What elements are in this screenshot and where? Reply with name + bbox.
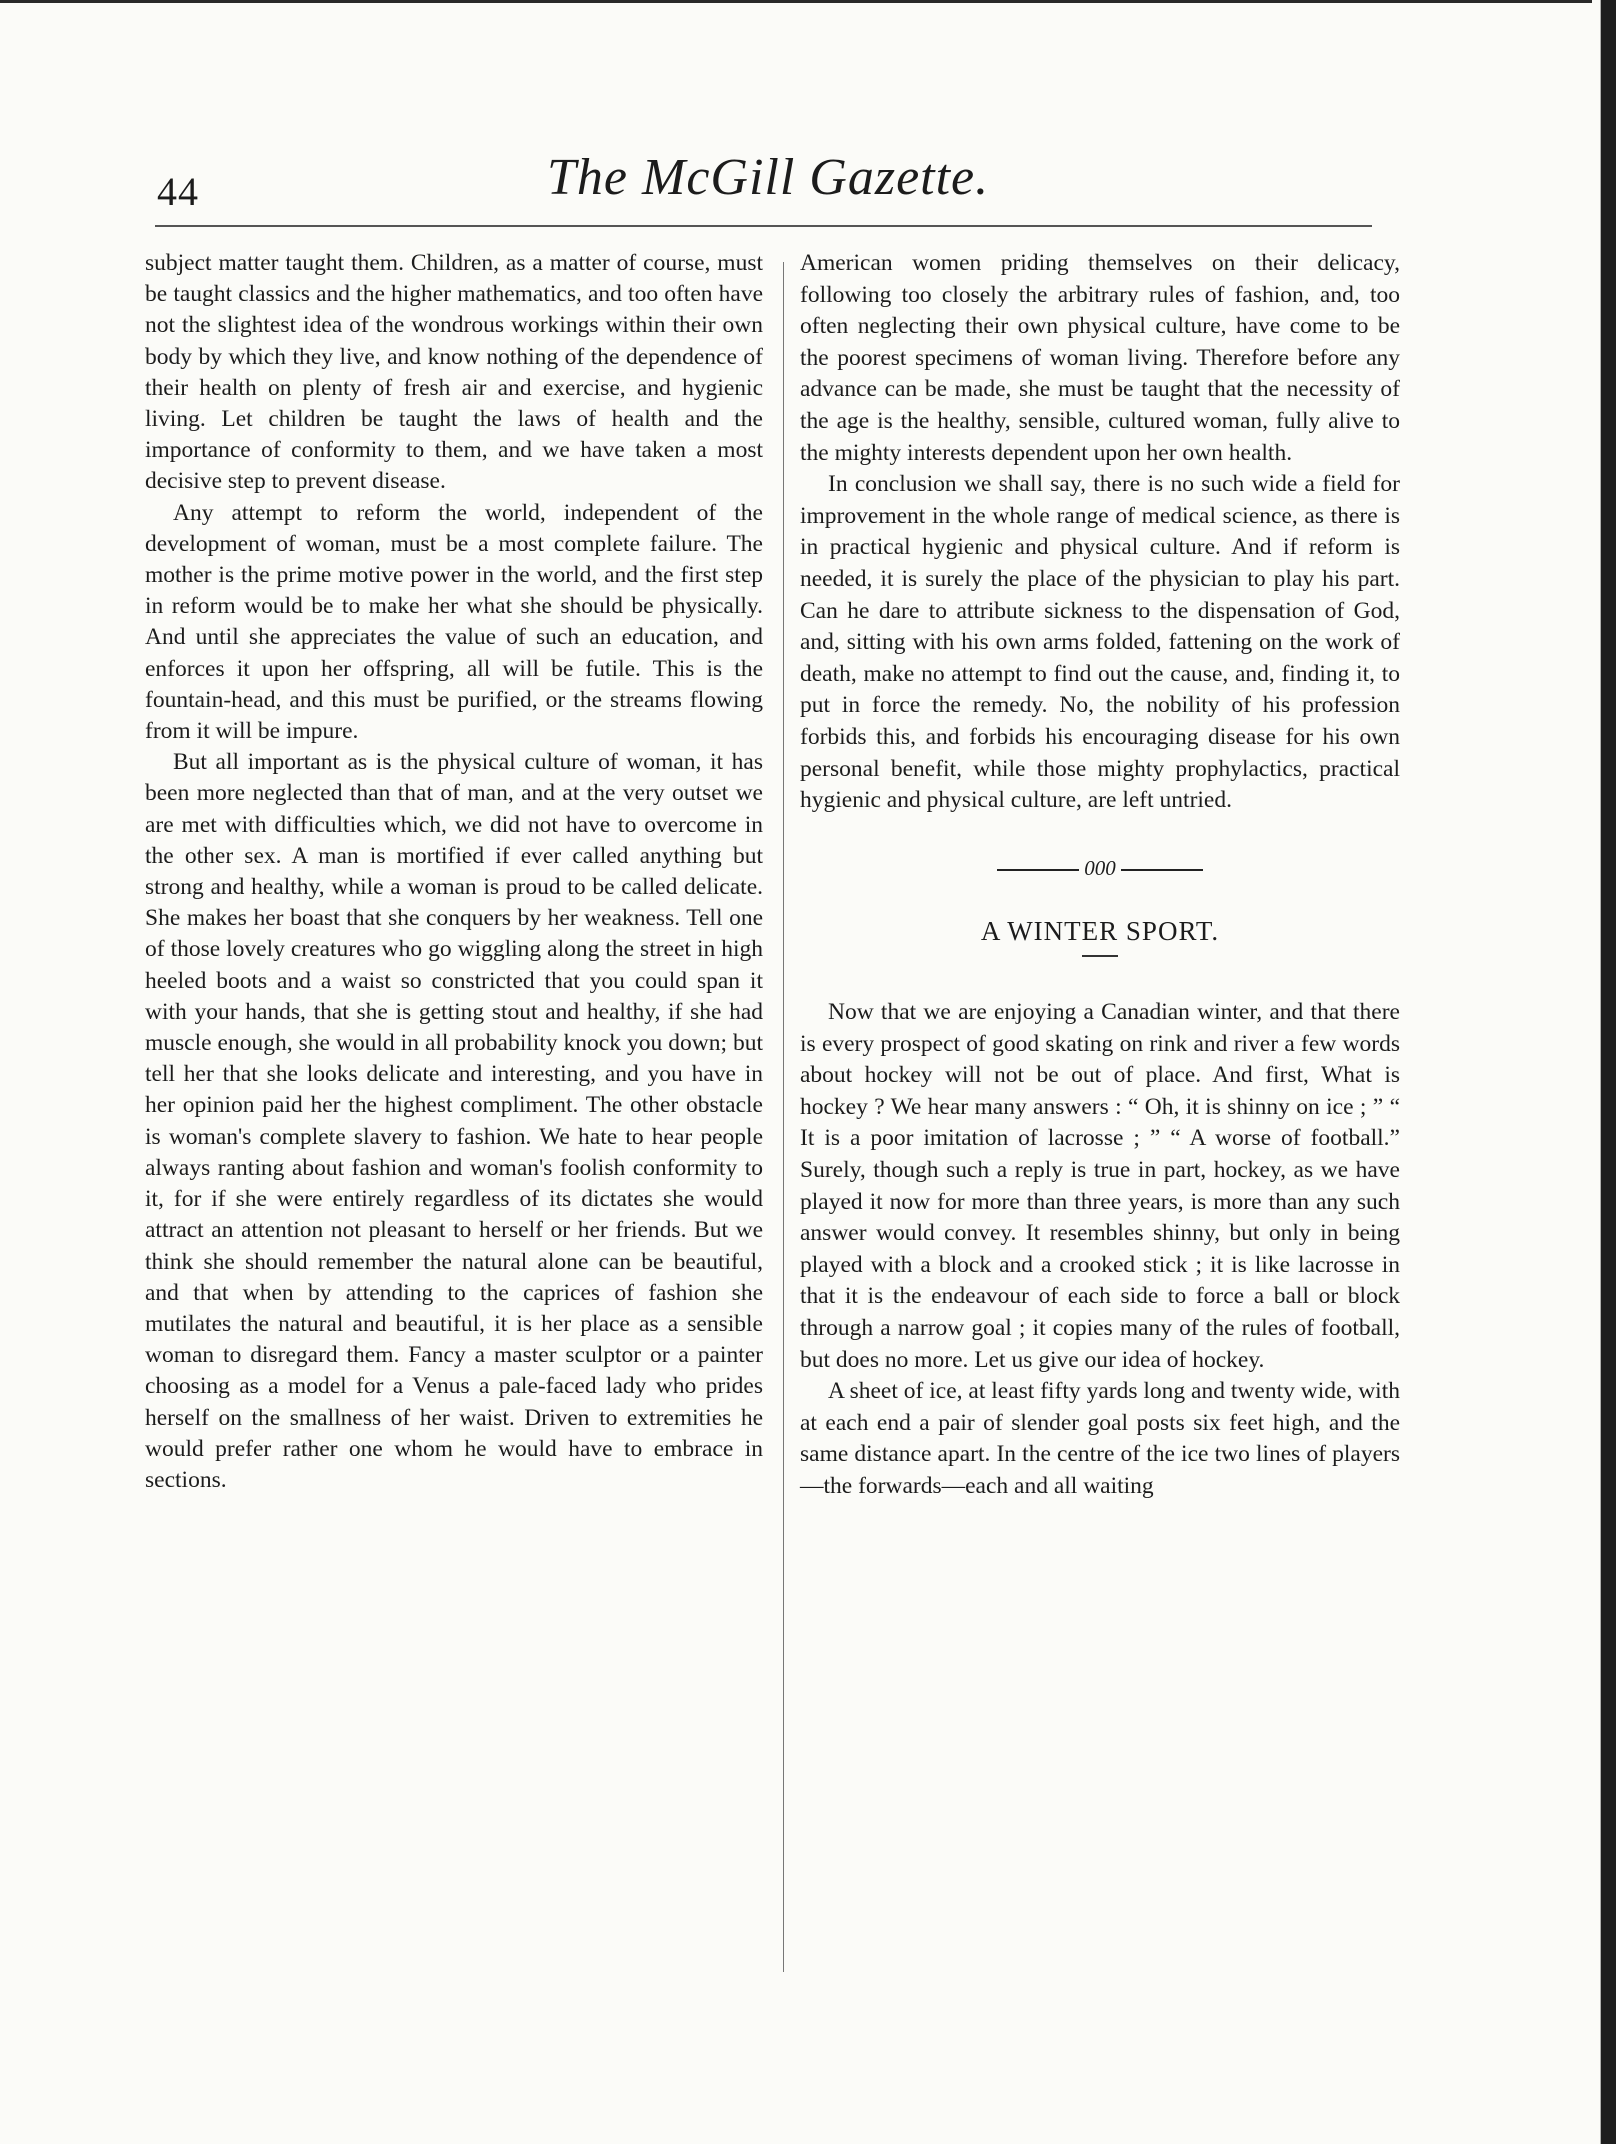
right-column — [800, 248, 1400, 1503]
ornament-text: 000 — [1084, 855, 1116, 880]
journal-title: The McGill Gazette. — [547, 149, 990, 206]
section-title: A WINTER SPORT. — [980, 915, 1220, 946]
article-paragraph: Any attempt to reform the world, independent of the development of woman, must be a most complete failure. The mother is the prime motive power in the world, and the first step in reform would be to make her what she should be physically. And until she appreciates the value of such an education, and enforces it upon her offspring, all will be futile. This is the fountain-head, and this must be purified, or the streams flowing from it will be impure. — [145, 499, 763, 745]
header-rule — [155, 225, 1372, 227]
page-header — [157, 138, 1372, 220]
article-paragraph: Now that we are enjoying a Canadian winter, and that there is every prospect of good skating on rink and river a few words about hockey will not be out of place. And first, What is hockey ? We hear many answers : “ Oh, it is shinny on ice ; ” “ It is a poor imitation of lacrosse ; ” “ A worse of football.” Surely, though such a reply is true in part, hockey, as we have played it now for more than three years, is more than any such answer would convey. It resembles shinny, but only in being played with a block and a crooked stick ; it is like lacrosse in that it is the endeavour of each side to force a ball or block through a narrow goal ; it copies many of the rules of football, but does no more. Let us give our idea of hockey. — [800, 999, 1400, 1373]
article-paragraph: subject matter taught them. Children, as a matter of course, must be taught classics and the higher mathematics, and too often have not the slightest idea of the wondrous workings within their own body by which they live, and know nothing of the dependence of their health on plenty of fresh air and exercise, and hygienic living. Let children be taught the laws of health and the importance of conformity to them, and we have taken a most decisive step to prevent disease. — [145, 250, 763, 495]
title-rule — [1082, 955, 1118, 957]
article-paragraph: A sheet of ice, at least fifty yards long and twenty wide, with at each end a pair of slender goal posts six feet high, and the same distance apart. In the centre of the ice two lines of players—the forwards—each and all waiting — [800, 1378, 1400, 1499]
ornament-rule-left — [997, 869, 1079, 871]
left-column — [145, 248, 763, 1496]
page-binding-edge — [1594, 0, 1616, 2144]
article-paragraph: But all important as is the physical culture of woman, it has been more neglected than that of man, and at the very outset we are met with difficulties which, we did not have to overcome in the other sex. A man is mortified if ever called anything but strong and healthy, while a woman is proud to be called delicate. She makes her boast that she conquers by her weakness. Tell one of those lovely creatures who go wiggling along the street in high heeled boots and a waist so constricted that you could span it with your hands, that she is getting stout and healthy, if she had muscle enough, she would in all probability knock you down; but tell her that she looks delicate and interesting, and you have in her opinion paid her the highest compliment. The other obstacle is woman's complete slavery to fashion. We hate to hear people always ranting about fashion and woman's foolish conformity to it, for if she were entirely regardless of its dictates she would attract an attention not pleasant to herself or her friends. But we think she should remember the natural alone can be beautiful, and that when by attending to the caprices of fashion she mutilates the natural and beautiful, it is her place as a sensible woman to disregard them. Fancy a master sculptor or a painter choosing as a model for a Venus a pale-faced lady who prides herself on the smallness of her waist. Driven to extremities he would prefer rather one whom he would have to embrace in sections. — [145, 749, 763, 1493]
article-paragraph: American women priding themselves on their delicacy, following too closely the arbitrary rules of fashion, and, too often neglecting their own physical culture, have come to be the poorest specimens of woman living. Therefore before any advance can be made, she must be taught that the necessity of the age is the healthy, sensible, cultured woman, fully alive to the mighty interests dependent upon her own health. — [800, 250, 1400, 466]
ornament-rule-right — [1121, 869, 1203, 871]
page-number: 44 — [157, 169, 199, 214]
column-divider — [783, 262, 784, 1972]
page-edge — [0, 0, 1592, 3]
article-paragraph: In conclusion we shall say, there is no such wide a field for improvement in the whole range of medical science, as there is in practical hygienic and physical culture. And if reform is needed, it is surely the place of the physician to play his part. Can he dare to attribute sickness to the dispensation of God, and, sitting with his own arms folded, fattening on the work of death, make no attempt to find out the cause, and, finding it, to put in force the remedy. No, the nobility of his profession forbids this, and forbids his encouraging disease for his own personal benefit, while those mighty prophylactics, practical hygienic and physical culture, are left untried. — [800, 471, 1400, 814]
section-ornament — [800, 853, 1400, 884]
